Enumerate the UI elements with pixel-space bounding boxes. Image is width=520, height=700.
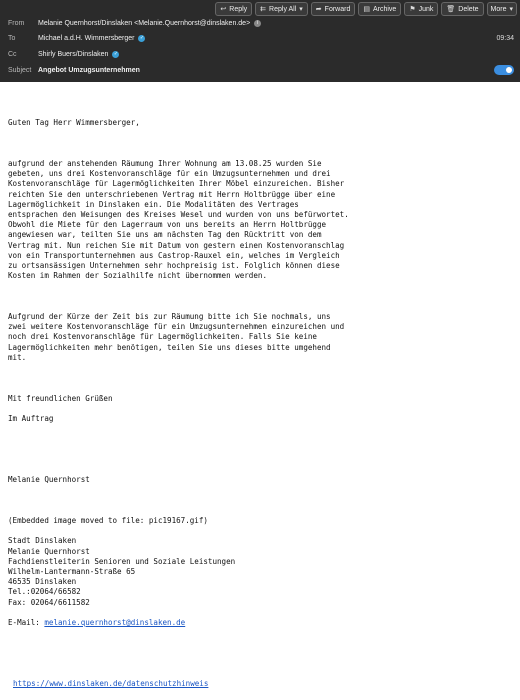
sender-name: Melanie Quernhorst: [8, 475, 90, 485]
text-line: Fachdienstleiterin Senioren und Soziale Leistungen: [8, 556, 236, 566]
cc-label: Cc: [8, 50, 17, 58]
text-line: Melanie Quernhorst: [8, 546, 90, 556]
forward-icon: ➦: [315, 6, 322, 13]
text-line: aufgrund der anstehenden Räumung Ihrer Wohnung am 13.08.25 wurden Sie: [8, 159, 322, 168]
reply-all-button[interactable]: ⇇ Reply All ▾: [255, 2, 308, 16]
chevron-down-icon: ▾: [299, 6, 303, 13]
closing-role: Im Auftrag: [8, 414, 54, 424]
more-button[interactable]: More ▾: [487, 2, 517, 16]
cc-row: [0, 46, 520, 62]
trash-icon: 🗑: [446, 6, 456, 13]
reply-button[interactable]: ↩ Reply: [215, 2, 252, 16]
to-row: [0, 30, 520, 46]
email-link[interactable]: melanie.quernhorst@dinslaken.de: [44, 618, 186, 628]
from-label: From: [8, 19, 25, 27]
text-line: zwei weitere Kostenvoranschläge für ein Umzugsunternehmen einzureichen und: [8, 322, 345, 332]
message-body: [8, 108, 513, 700]
text-line: Tel.:02064/66582: [8, 587, 81, 597]
contact-badge-icon: ✓: [113, 50, 119, 57]
text-line: Fax: 02064/6611582: [8, 597, 90, 607]
email-label: E-Mail:: [8, 618, 45, 628]
text-line: angewiesen war, teilten Sie uns am nächsten Tag den Rücktritt von dem: [8, 230, 322, 240]
embedded-image-note: (Embedded image moved to file: pic19167.gif): [8, 516, 208, 526]
archive-icon: ▤: [363, 6, 370, 13]
to-label: To: [8, 34, 16, 42]
view-toggle[interactable]: [494, 65, 514, 75]
paragraph-1: [8, 159, 513, 281]
chevron-down-icon: ▾: [509, 6, 513, 13]
text-line: gebeten, uns drei Kostenvoranschläge für ein Umzugsunternehmen und drei: [8, 169, 331, 179]
privacy-line: [8, 679, 513, 689]
from-value[interactable]: Melanie Quernhorst/Dinslaken <Melanie.Quernhorst@dinslaken.de> i: [38, 20, 261, 27]
text-line: noch drei Kostenvoranschläge für Lagermöglichkeiten. Falls Sie keine: [8, 332, 317, 342]
subject-value: Angebot Umzugsunternehmen: [38, 66, 140, 74]
text-line: entsprachen den Weisungen des Kreises Wesel und wurden von uns befürwortet.: [8, 210, 349, 220]
text-line: Wilhelm-Lantermann-Straße 65: [8, 567, 136, 577]
junk-icon: ⚑: [409, 6, 416, 13]
junk-button[interactable]: ⚑ Junk: [404, 2, 438, 16]
closing-greeting: Mit freundlichen Grüßen: [8, 393, 113, 403]
archive-button[interactable]: ▤ Archive: [358, 2, 401, 16]
text-line: zu ortsansässigen Unternehmen sehr hochpreisig ist. Folglich können diese: [8, 261, 340, 271]
text-line: Kostenvoranschläge für Lagermöglichkeiten Ihrer Möbel einzureichen. Bisher: [8, 179, 345, 189]
contact-badge-icon: ✓: [139, 34, 145, 41]
subject-row: [0, 62, 520, 78]
text-line: 46535 Dinslaken: [8, 577, 77, 587]
text-line: Vertrag mit. Nun reichen Sie mit Datum von gestern einen Kostenvoranschlag: [8, 240, 345, 250]
text-line: Lagermöglichkeiten mehr benötigen, teilen Sie uns dieses bitte umgehend: [8, 342, 331, 352]
text-line: Stadt Dinslaken: [8, 536, 77, 546]
subject-label: Subject: [8, 66, 32, 74]
forward-button[interactable]: ➦ Forward: [311, 2, 356, 16]
message-time: 09:34: [496, 34, 514, 42]
text-line: Obwohl die Miete für den Lagerraum von uns bereits an Herrn Holtbrügge: [8, 220, 327, 230]
text-line: von ein Transportunternehmen aus Castrop-Rauxel ein, welches im Vergleich: [8, 250, 340, 260]
delete-button[interactable]: 🗑 Delete: [441, 2, 483, 16]
text-line: Aufgrund der Kürze der Zeit bis zur Räumung bitte ich Sie nochmals, uns: [8, 312, 331, 322]
from-row: [0, 15, 520, 31]
reply-icon: ↩: [220, 6, 227, 13]
signature-block: [8, 536, 513, 607]
text-line: mit.: [8, 352, 27, 362]
to-value[interactable]: Michael a.d.H. Wimmersberger ✓: [38, 34, 145, 42]
text-line: Kosten im Rahmen der Sozialhilfe nicht übernommen werden.: [8, 271, 267, 281]
paragraph-2: [8, 312, 513, 363]
message-toolbar: [215, 2, 517, 16]
reply-all-icon: ⇇: [260, 6, 267, 13]
email-line: [8, 618, 513, 628]
cc-value[interactable]: Shirly Buers/Dinslaken ✓: [38, 50, 119, 58]
text-line: Lagermöglichkeit in Dinslaken ein. Die Modalitäten des Vertrages: [8, 199, 299, 209]
contact-info-icon: i: [254, 20, 261, 27]
privacy-link[interactable]: https://www.dinslaken.de/datenschutzhinweis: [13, 679, 209, 689]
text-line: reichten Sie den unterschriebenen Vertrag mit Herrn Holtbrügge über eine: [8, 189, 336, 199]
message-header: [0, 0, 520, 82]
greeting: Guten Tag Herr Wimmersberger,: [8, 118, 140, 128]
